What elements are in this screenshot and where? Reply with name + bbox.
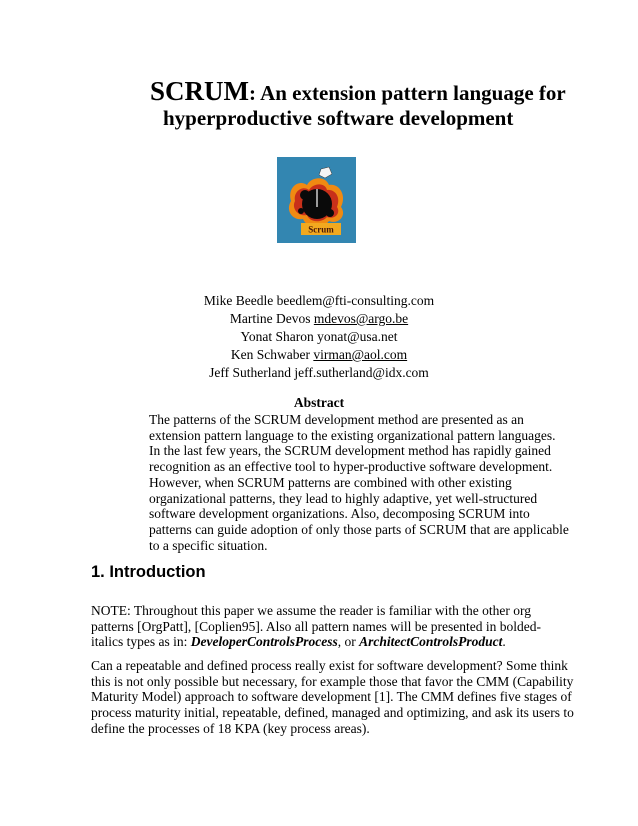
author-email-link[interactable]: virman@aol.com xyxy=(313,347,408,362)
abstract-heading: Abstract xyxy=(293,395,345,410)
abstract-line: However, when SCRUM patterns are combined with other existing xyxy=(149,474,512,490)
title-scrum: SCRUM xyxy=(150,76,249,106)
author-row: Ken Schwaber virman@aol.com xyxy=(230,347,408,362)
paragraph-line: define the processes of 18 KPA (key process areas). xyxy=(91,720,370,736)
abstract-line: In the last few years, the SCRUM development method has rapidly gained xyxy=(149,443,551,459)
author-email: jeff.sutherland@idx.com xyxy=(294,365,429,380)
pattern-name: DeveloperControlsProcess xyxy=(190,634,338,650)
logo-label: Scrum xyxy=(308,224,334,235)
author-list xyxy=(0,292,638,382)
paragraph-line: process maturity initial, repeatable, defined, managed and optimizing, and ask its users to xyxy=(91,705,574,721)
author-email: beedlem@fti-consulting.com xyxy=(276,293,435,308)
abstract-line: extension pattern language to the existing organizational pattern languages. xyxy=(149,427,556,443)
author-row: Martine Devos mdevos@argo.be xyxy=(229,311,409,326)
paragraph-line: patterns [OrgPatt], [Coplien95]. Also all pattern names will be presented in bolded- xyxy=(91,618,542,634)
abstract-line: patterns can guide adoption of only those parts of SCRUM that are applicable xyxy=(149,521,569,537)
intro-paragraph xyxy=(91,658,574,737)
author-email-link[interactable]: mdevos@argo.be xyxy=(313,311,409,326)
author-row: Mike Beedle beedlem@fti-consulting.com xyxy=(203,293,435,308)
abstract-line: organizational patterns, they lead to highly adaptive, yet well-structured xyxy=(149,490,538,506)
paragraph-line: NOTE: Throughout this paper we assume the reader is familiar with the other org xyxy=(91,603,532,618)
paragraph-line: Can a repeatable and defined process really exist for software development? Some think xyxy=(91,658,568,673)
title-rest: : An extension pattern language for xyxy=(249,81,566,105)
title-line-1 xyxy=(150,76,566,107)
scrum-logo xyxy=(277,157,356,243)
title-line-2: hyperproductive software development xyxy=(163,106,514,130)
paragraph-line: this is not only possible but necessary, for example those that favor the CMM (Capability xyxy=(91,673,574,689)
paragraph-line: Maturity Model) approach to software development [1]. The CMM defines five stages of xyxy=(91,689,572,705)
abstract-line: recognition as an effective tool to hyper-productive software development. xyxy=(149,459,553,475)
author-row: Jeff Sutherland jeff.sutherland@idx.com xyxy=(209,365,429,380)
paragraph-line: italics types as in: DeveloperControlsProcess, or ArchitectControlsProduct. xyxy=(91,634,506,650)
abstract-line: The patterns of the SCRUM development method are presented as an xyxy=(149,412,524,427)
abstract-line: software development organizations. Also, decomposing SCRUM into xyxy=(149,506,530,522)
abstract-line: to a specific situation. xyxy=(149,537,268,553)
intro-note-paragraph xyxy=(91,603,561,650)
pattern-name: ArchitectControlsProduct xyxy=(359,634,503,650)
abstract-body xyxy=(149,412,569,553)
author-row: Yonat Sharon yonat@usa.net xyxy=(240,329,398,344)
author-email: yonat@usa.net xyxy=(317,329,398,344)
section-heading-introduction: 1. Introduction xyxy=(91,563,206,581)
